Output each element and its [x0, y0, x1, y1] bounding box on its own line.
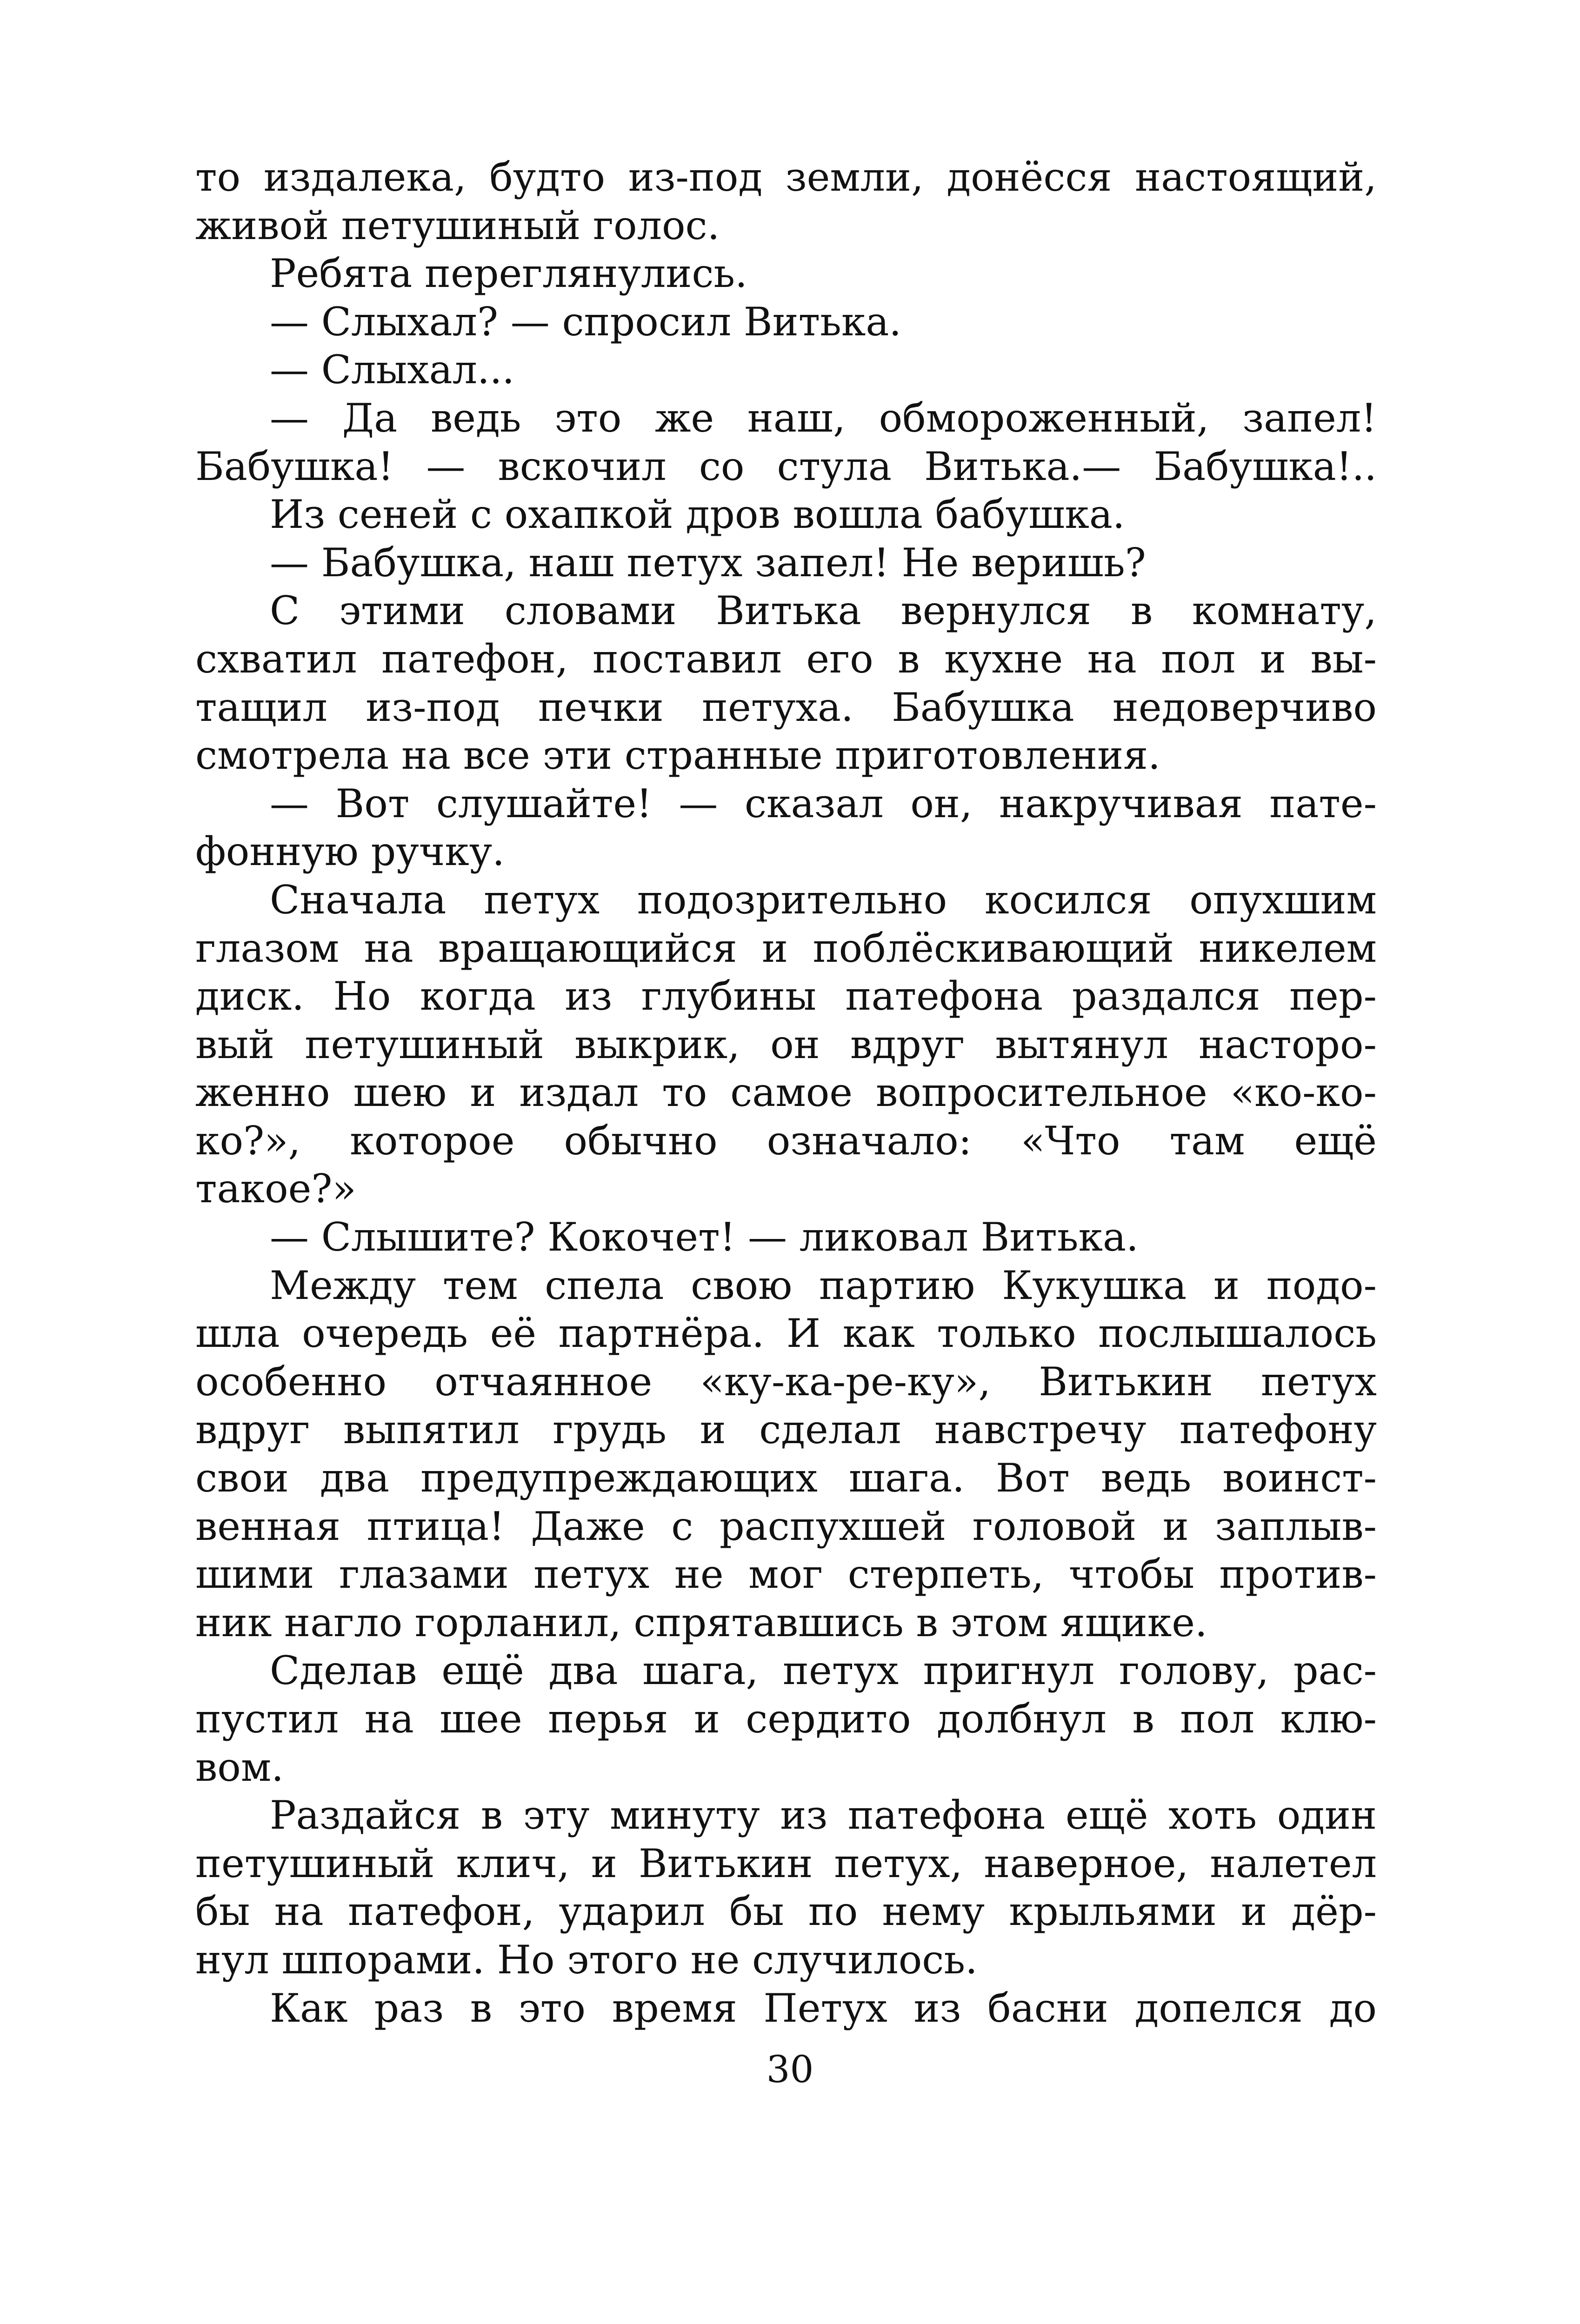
text-line: — Бабушка, наш петух запел! Не веришь?: [270, 539, 1146, 586]
text-line: шла очередь её партнёра. И как только послышалось: [195, 1311, 1377, 1357]
text-line: — Слыхал? — спросил Витька.: [270, 299, 902, 345]
text-line: С этими словами Витька вернулся в комнату,: [270, 588, 1377, 634]
page-number: 30: [766, 2048, 814, 2091]
text-line: Из сеней с охапкой дров вошла бабушка.: [270, 492, 1125, 538]
text-line: то издалека, будто из-под земли, донёсся настоящий,: [195, 154, 1377, 200]
text-line: петушиный клич, и Витькин петух, наверное, налетел: [195, 1840, 1377, 1886]
text-line: венная птица! Даже с распухшей головой и заплыв-: [195, 1503, 1377, 1549]
text-line: схватил патефон, поставил его в кухне на пол и вы-: [195, 636, 1377, 682]
text-line: женно шею и издал то самое вопросительное «ко-ко-: [195, 1070, 1377, 1116]
text-line: Раздайся в эту минуту из патефона ещё хоть один: [270, 1792, 1377, 1838]
text-line: Бабушка! — вскочил со стула Витька.— Бабушка!..: [195, 443, 1377, 489]
text-line: вдруг выпятил грудь и сделал навстречу патефону: [195, 1407, 1377, 1453]
text-line: тащил из-под печки петуха. Бабушка недоверчиво: [195, 684, 1377, 730]
text-line: — Слыхал...: [270, 347, 515, 393]
text-line: нул шпорами. Но этого не случилось.: [195, 1937, 978, 1983]
text-line: диск. Но когда из глубины патефона раздался пер-: [195, 973, 1377, 1019]
text-line: Сначала петух подозрительно косился опухшим: [270, 877, 1377, 923]
text-line: Ребята переглянулись.: [270, 251, 747, 297]
text-line: вый петушиный выкрик, он вдруг вытянул насторо-: [195, 1021, 1377, 1067]
text-line: такое?»: [195, 1166, 356, 1212]
text-line: — Слышите? Кокочет! — ликовал Витька.: [270, 1214, 1139, 1260]
text-line: — Да ведь это же наш, обмороженный, запел!: [270, 395, 1377, 441]
text-line: Между тем спела свою партию Кукушка и подо-: [270, 1262, 1377, 1308]
text-line: ко?», которое обычно означало: «Что там ещё: [195, 1118, 1377, 1164]
text-line: вом.: [195, 1744, 284, 1790]
text-line: свои два предупреждающих шага. Вот ведь воинст-: [195, 1455, 1377, 1501]
text-line: Сделав ещё два шага, петух пригнул голову, рас-: [270, 1648, 1377, 1694]
text-line: пустил на шее перья и сердито долбнул в пол клю-: [195, 1696, 1377, 1742]
text-line: Как раз в это время Петух из басни допелся до: [270, 1985, 1377, 2031]
text-line: глазом на вращающийся и поблёскивающий никелем: [195, 925, 1377, 971]
text-line: ник нагло горланил, спрятавшись в этом ящике.: [195, 1599, 1207, 1645]
text-line: живой петушиный голос.: [195, 202, 720, 248]
text-line: бы на патефон, ударил бы по нему крыльями и дёр-: [195, 1889, 1377, 1935]
body-text: [195, 153, 1377, 2032]
text-line: шими глазами петух не мог стерпеть, чтобы против-: [195, 1552, 1377, 1598]
text-line: смотрела на все эти странные приготовления.: [195, 732, 1160, 779]
text-line: — Вот слушайте! — сказал он, накручивая пате-: [270, 780, 1377, 826]
text-line: фонную ручку.: [195, 829, 505, 875]
text-line: особенно отчаянное «ку-ка-ре-ку», Витькин петух: [195, 1358, 1377, 1405]
